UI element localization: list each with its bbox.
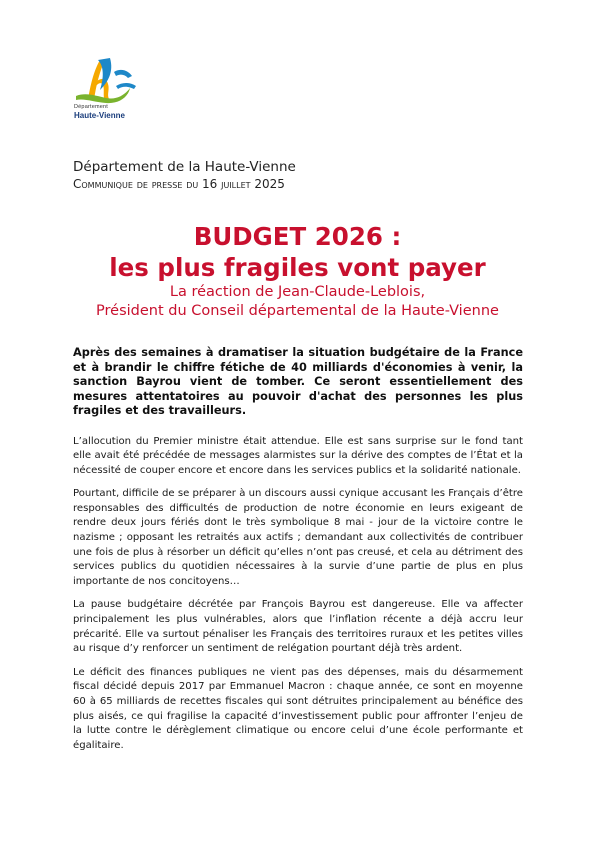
logo-mark-icon <box>70 56 142 106</box>
department-logo <box>70 56 142 128</box>
title-block <box>40 221 555 321</box>
lead-paragraph: Après des semaines à dramatiser la situation budgétaire de la France et à brandir le chiffre fétiche de 40 milliards d'économies à venir, la sanction Bayrou vient de tomber. Ce seront essentiellement des mesures attentatoires au pouvoir d'achat des personnes les plus fragiles et des travailleurs. <box>73 346 523 417</box>
headline-line-2: les plus fragiles vont payer <box>109 253 486 282</box>
logo-small-text: Département <box>74 104 108 110</box>
press-header <box>73 158 296 193</box>
headline-line-1: BUDGET 2026 : <box>193 222 402 251</box>
subheadline-line-1: La réaction de Jean-Claude-Leblois, <box>169 284 426 300</box>
body-paragraph: Le déficit des finances publiques ne vient pas des dépenses, mais du désarmement fiscal décidé depuis 2017 par Emmanuel Macron : chaque année, ce sont en moyenne 60 à 65 milliards de recettes fiscales qui sont détruites principalement au bénéfice des plus aisés, ce qui fragilise la capacité d’investissement public pour affronter l’enjeu de la lutte contre le dérèglement climatique ou encore celui d’une école performante et égalitaire. <box>73 666 523 751</box>
department-name: Département de la Haute-Vienne <box>73 159 296 175</box>
communique-date: Communique de presse du 16 juillet 2025 <box>73 177 285 191</box>
subheadline-line-2: Président du Conseil départemental de la Haute-Vienne <box>96 303 499 319</box>
logo-name: Haute-Vienne <box>74 110 125 120</box>
article-body <box>73 346 523 762</box>
body-paragraph: L’allocution du Premier ministre était attendue. Elle est sans surprise sur le fond tant elle avait été précédée de messages alarmistes sur la dérive des comptes de l’État et la nécessité de couper encore et encore dans les services publics et la solidarité nationale. <box>73 435 523 476</box>
body-paragraph: La pause budgétaire décrétée par François Bayrou est dangereuse. Elle va affecter principalement les plus vulnérables, alors que l’inflation récente a déjà accru leur précarité. Elle va surtout pénaliser les Français des territoires ruraux et les petites villes au risque d’y renforcer un sentiment de relégation pourtant déjà très ardent. <box>73 599 523 655</box>
body-paragraph: Pourtant, difficile de se préparer à un discours aussi cynique accusant les Français d’être responsables des difficultés de production de notre économie en leurs exigeant de rendre deux jours fériés dont le très symbolique 8 mai - jour de la victoire contre le nazisme ; opposant les retraités aux actifs ; demandant aux collectivités de contribuer une fois de plus à résorber un déficit qu’elles n’ont pas creusé, et cela au détriment des services publics du quotidien nécessaires à la survie d’une partie de plus en plus importante de nos concitoyens… <box>73 488 523 587</box>
